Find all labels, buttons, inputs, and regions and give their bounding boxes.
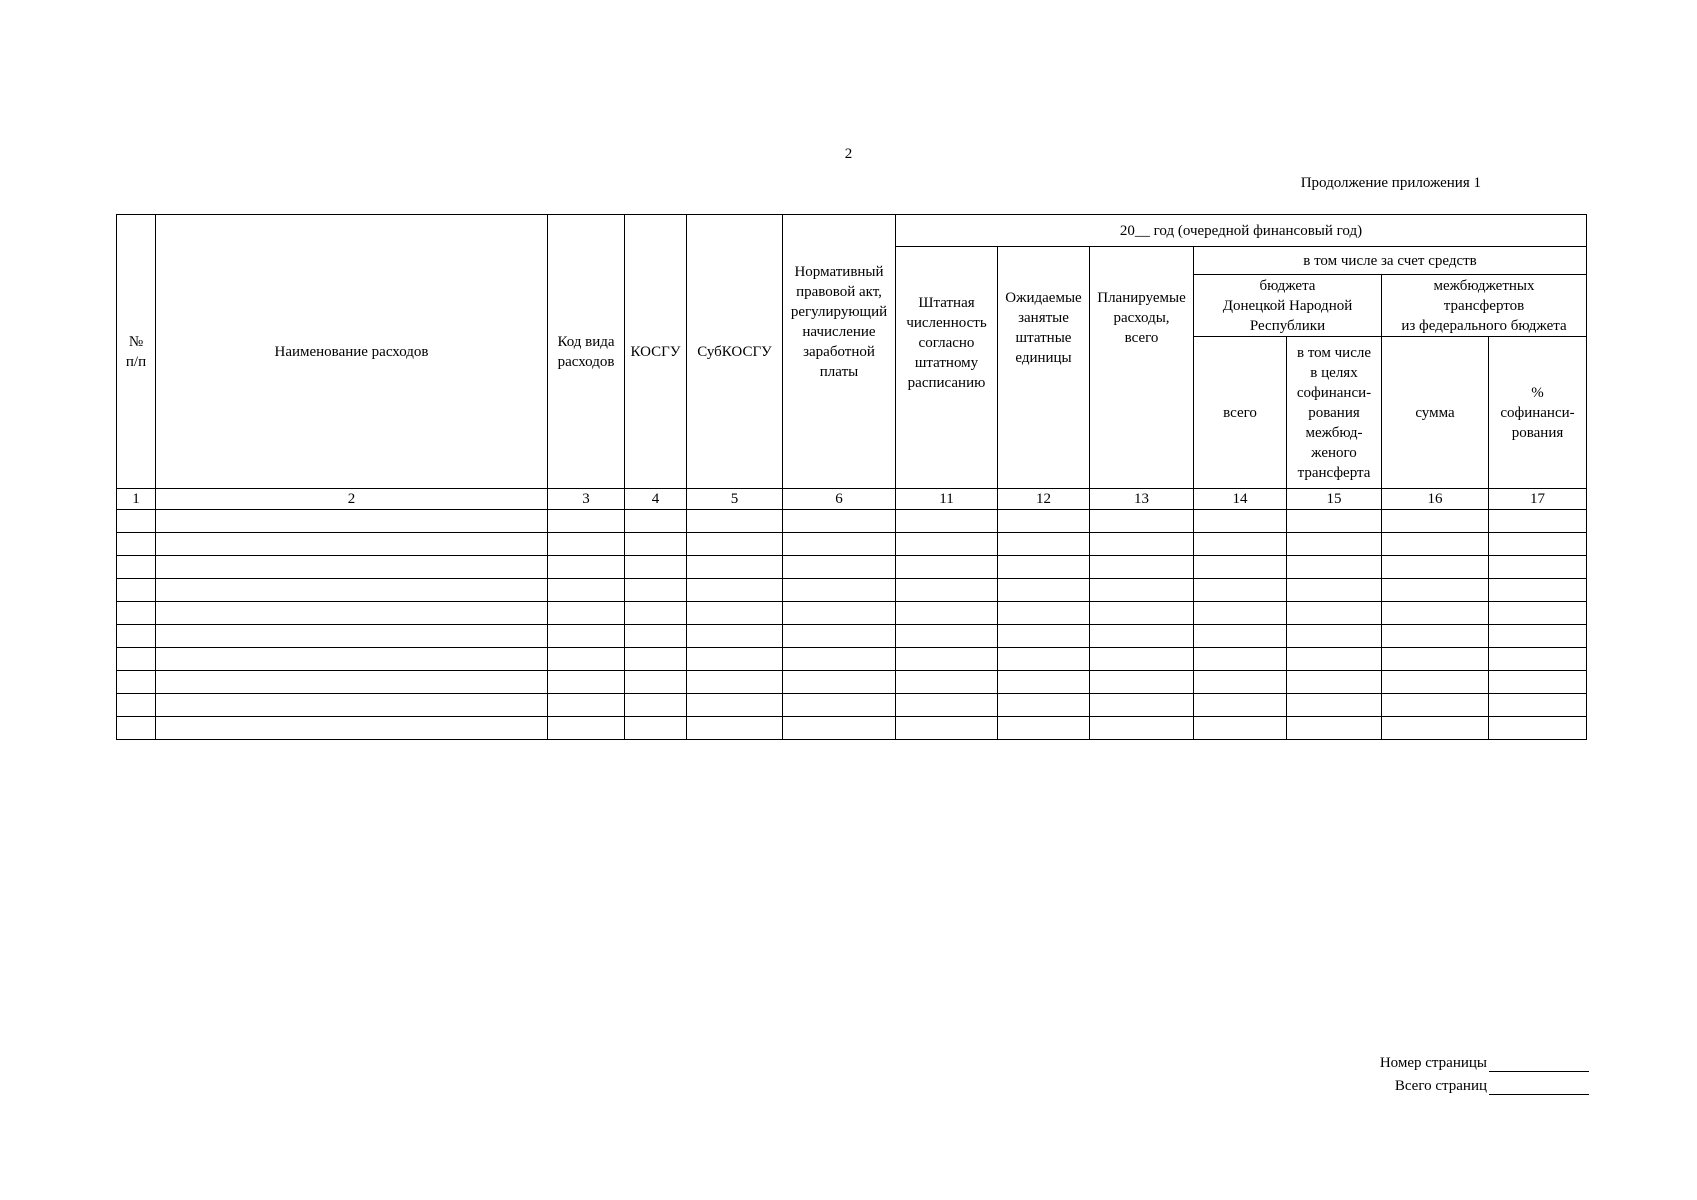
data-rows: [117, 510, 1587, 740]
table-cell[interactable]: [1489, 625, 1587, 648]
table-cell[interactable]: [687, 602, 783, 625]
table-cell[interactable]: [1090, 533, 1194, 556]
table-cell[interactable]: [687, 648, 783, 671]
column-number: 13: [1090, 489, 1194, 510]
table-cell[interactable]: [687, 533, 783, 556]
table-cell[interactable]: [156, 717, 548, 740]
table-cell[interactable]: [1489, 533, 1587, 556]
table-cell[interactable]: [998, 717, 1090, 740]
table-cell[interactable]: [1489, 671, 1587, 694]
page-number-blank[interactable]: [1489, 1055, 1589, 1072]
table-cell[interactable]: [1382, 579, 1489, 602]
table-cell[interactable]: [896, 510, 998, 533]
table-cell[interactable]: [1382, 694, 1489, 717]
table-cell[interactable]: [625, 510, 687, 533]
table-cell[interactable]: [687, 510, 783, 533]
table-cell[interactable]: [625, 579, 687, 602]
table-cell[interactable]: [1194, 510, 1287, 533]
table-cell[interactable]: [117, 602, 156, 625]
table-cell[interactable]: [117, 625, 156, 648]
table-cell[interactable]: [156, 579, 548, 602]
table-cell[interactable]: [156, 694, 548, 717]
table-cell[interactable]: [1194, 648, 1287, 671]
table-cell[interactable]: [783, 648, 896, 671]
table-cell[interactable]: [998, 533, 1090, 556]
table-cell[interactable]: [117, 694, 156, 717]
table-cell[interactable]: [1287, 556, 1382, 579]
table-cell[interactable]: [896, 533, 998, 556]
table-row: [117, 556, 1587, 579]
table-cell[interactable]: [1489, 579, 1587, 602]
table-cell[interactable]: [1382, 625, 1489, 648]
table-cell[interactable]: [896, 556, 998, 579]
table-cell[interactable]: [896, 694, 998, 717]
table-cell[interactable]: [1090, 556, 1194, 579]
column-number: 11: [896, 489, 998, 510]
table-row: [117, 533, 1587, 556]
table-cell[interactable]: [1194, 556, 1287, 579]
table-cell[interactable]: [1090, 602, 1194, 625]
table-cell[interactable]: [687, 717, 783, 740]
table-cell[interactable]: [1090, 579, 1194, 602]
total-pages-label: Всего страниц: [1394, 1078, 1487, 1094]
table-cell[interactable]: [117, 556, 156, 579]
header-shtat: Штатная численность согласно штатному расписанию: [896, 247, 998, 489]
header-summa: сумма: [1382, 337, 1489, 489]
table-cell[interactable]: [1287, 717, 1382, 740]
table-cell[interactable]: [548, 579, 625, 602]
table-cell[interactable]: [1489, 717, 1587, 740]
header-subkosgu: СубКОСГУ: [687, 215, 783, 489]
table-cell[interactable]: [117, 533, 156, 556]
table-cell[interactable]: [783, 671, 896, 694]
table-cell[interactable]: [998, 556, 1090, 579]
header-name: Наименование расходов: [156, 215, 548, 489]
table-cell[interactable]: [783, 694, 896, 717]
table-cell[interactable]: [783, 510, 896, 533]
table-cell[interactable]: [117, 510, 156, 533]
table-cell[interactable]: [625, 533, 687, 556]
header-ozhid: Ожидаемые занятые штатные единицы: [998, 247, 1090, 489]
page-number: 2: [844, 146, 853, 162]
table-row: [117, 648, 1587, 671]
table-cell[interactable]: [783, 556, 896, 579]
table-cell[interactable]: [1287, 579, 1382, 602]
table-cell[interactable]: [548, 510, 625, 533]
column-number: 16: [1382, 489, 1489, 510]
table-cell[interactable]: [117, 671, 156, 694]
header-vsego: всего: [1194, 337, 1287, 489]
table-cell[interactable]: [1489, 510, 1587, 533]
table-cell[interactable]: [548, 648, 625, 671]
table-cell[interactable]: [156, 602, 548, 625]
table-cell[interactable]: [998, 602, 1090, 625]
table-cell[interactable]: [998, 625, 1090, 648]
column-number: 17: [1489, 489, 1587, 510]
table-cell[interactable]: [1382, 671, 1489, 694]
table-row: [117, 625, 1587, 648]
header-year: 20__ год (очередной финансовый год): [896, 215, 1587, 247]
table-cell[interactable]: [1382, 717, 1489, 740]
table-cell[interactable]: [896, 648, 998, 671]
table-cell[interactable]: [156, 556, 548, 579]
table-cell[interactable]: [625, 648, 687, 671]
table-cell[interactable]: [896, 625, 998, 648]
table-cell[interactable]: [1194, 579, 1287, 602]
header-percent: % софинанси- рования: [1489, 337, 1587, 489]
table-cell[interactable]: [783, 625, 896, 648]
table-cell[interactable]: [687, 694, 783, 717]
column-number-row: [117, 489, 1587, 510]
table-cell[interactable]: [896, 579, 998, 602]
table-cell[interactable]: [156, 510, 548, 533]
table-row: [117, 717, 1587, 740]
table-cell[interactable]: [1382, 648, 1489, 671]
table-cell[interactable]: [117, 717, 156, 740]
table-cell[interactable]: [548, 625, 625, 648]
table-cell[interactable]: [1489, 694, 1587, 717]
header-kod: Код вида расходов: [548, 215, 625, 489]
header-kosgu: КОСГУ: [625, 215, 687, 489]
table-cell[interactable]: [896, 717, 998, 740]
table-row: [117, 510, 1587, 533]
table-cell[interactable]: [625, 694, 687, 717]
table-cell[interactable]: [687, 556, 783, 579]
table-cell[interactable]: [117, 648, 156, 671]
header-budget-dnr: бюджета Донецкой Народной Республики: [1194, 275, 1382, 337]
table-cell[interactable]: [548, 671, 625, 694]
table-cell[interactable]: [1090, 694, 1194, 717]
table-row: [117, 579, 1587, 602]
table-cell[interactable]: [1489, 602, 1587, 625]
table-cell[interactable]: [687, 671, 783, 694]
table-row: [117, 694, 1587, 717]
table-cell[interactable]: [156, 533, 548, 556]
table-cell[interactable]: [156, 671, 548, 694]
table-cell[interactable]: [687, 579, 783, 602]
table-cell[interactable]: [1382, 602, 1489, 625]
table-cell[interactable]: [1287, 533, 1382, 556]
table-cell[interactable]: [1489, 648, 1587, 671]
page-number-field: [1380, 1055, 1589, 1072]
table-cell[interactable]: [1382, 556, 1489, 579]
table-cell[interactable]: [548, 556, 625, 579]
table-cell[interactable]: [1090, 717, 1194, 740]
column-number: 15: [1287, 489, 1382, 510]
header-vtom-cel: в том числе в целях софинанси- рования межбюд- женого трансферта: [1287, 337, 1382, 489]
table-cell[interactable]: [1287, 602, 1382, 625]
expense-form-table: [116, 214, 1587, 740]
table-cell[interactable]: [548, 694, 625, 717]
header-npa: Нормативный правовой акт, регулирующий начисление заработной платы: [783, 215, 896, 489]
column-number: 3: [548, 489, 625, 510]
continuation-label: Продолжение приложения 1: [1300, 175, 1481, 191]
table-cell[interactable]: [625, 602, 687, 625]
table-cell[interactable]: [1194, 625, 1287, 648]
table-cell[interactable]: [1287, 648, 1382, 671]
table-cell[interactable]: [1287, 671, 1382, 694]
column-number: 6: [783, 489, 896, 510]
table-cell[interactable]: [1090, 625, 1194, 648]
table-cell[interactable]: [625, 717, 687, 740]
table-cell[interactable]: [1194, 602, 1287, 625]
table-cell[interactable]: [998, 648, 1090, 671]
table-cell[interactable]: [1090, 648, 1194, 671]
table-cell[interactable]: [1489, 556, 1587, 579]
total-pages-blank[interactable]: [1489, 1078, 1589, 1095]
table-cell[interactable]: [1382, 510, 1489, 533]
table-cell[interactable]: [896, 671, 998, 694]
header-vtom: в том числе за счет средств: [1194, 247, 1587, 275]
table-cell[interactable]: [998, 694, 1090, 717]
table-cell[interactable]: [1287, 625, 1382, 648]
table-cell[interactable]: [783, 602, 896, 625]
table-cell[interactable]: [548, 717, 625, 740]
column-number: 2: [156, 489, 548, 510]
table-cell[interactable]: [1090, 671, 1194, 694]
table-cell[interactable]: [1382, 533, 1489, 556]
column-number: 12: [998, 489, 1090, 510]
header-mezhbudg: межбюджетных трансфертов из федерального бюджета: [1382, 275, 1587, 337]
table-cell[interactable]: [783, 579, 896, 602]
table-cell[interactable]: [1090, 510, 1194, 533]
header-plan: Планируемые расходы, всего: [1090, 247, 1194, 489]
table-cell[interactable]: [998, 510, 1090, 533]
table-cell[interactable]: [625, 556, 687, 579]
column-number: 1: [117, 489, 156, 510]
table-cell[interactable]: [783, 533, 896, 556]
table-cell[interactable]: [1287, 510, 1382, 533]
table-cell[interactable]: [687, 625, 783, 648]
table-cell[interactable]: [1194, 717, 1287, 740]
table-cell[interactable]: [156, 648, 548, 671]
table-row: [117, 671, 1587, 694]
table-cell[interactable]: [1194, 694, 1287, 717]
page-number-label: Номер страницы: [1379, 1055, 1487, 1071]
column-number: 14: [1194, 489, 1287, 510]
total-pages-field: [1395, 1078, 1589, 1095]
table-cell[interactable]: [625, 671, 687, 694]
table-cell[interactable]: [548, 533, 625, 556]
header-num: № п/п: [117, 215, 156, 489]
table-row: [117, 602, 1587, 625]
table-cell[interactable]: [1194, 533, 1287, 556]
table-cell[interactable]: [998, 579, 1090, 602]
table-cell[interactable]: [156, 625, 548, 648]
table-cell[interactable]: [548, 602, 625, 625]
table-cell[interactable]: [625, 625, 687, 648]
column-number: 5: [687, 489, 783, 510]
column-number: 4: [625, 489, 687, 510]
table-cell[interactable]: [117, 579, 156, 602]
table-cell[interactable]: [896, 602, 998, 625]
table-cell[interactable]: [783, 717, 896, 740]
table-cell[interactable]: [1287, 694, 1382, 717]
table-cell[interactable]: [998, 671, 1090, 694]
table-cell[interactable]: [1194, 671, 1287, 694]
